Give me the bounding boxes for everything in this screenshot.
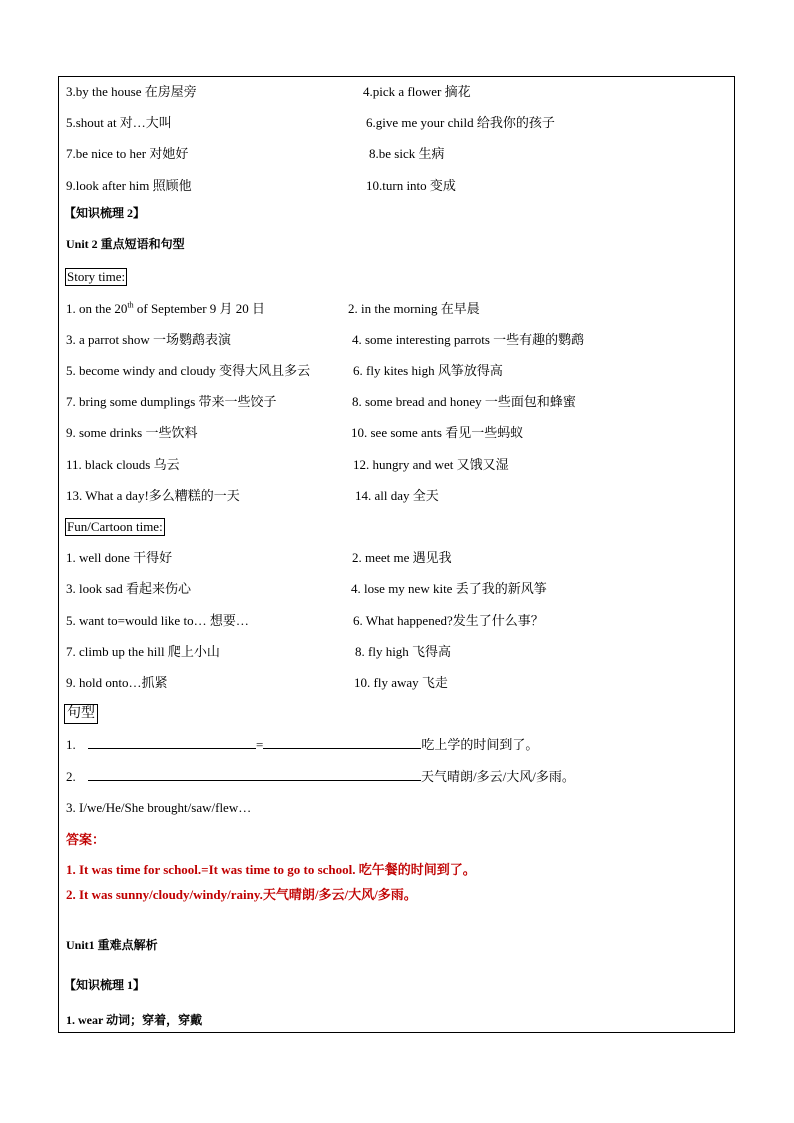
section-heading: 【知识梳理 2】	[64, 206, 146, 220]
sentence-1: 1. = 吃上学的时间到了。	[66, 737, 539, 752]
wear-line: 1. wear 动词；穿着，穿戴	[66, 1013, 203, 1027]
answer-item: 1. It was time for school.=It was time to go to school. 吃午餐的时间到了。	[66, 862, 476, 877]
fun-item: 9. hold onto…抓紧	[66, 675, 168, 690]
fun-item: 2. meet me 遇见我	[352, 550, 452, 565]
phrase-item: 5.shout at 对…大叫	[66, 115, 172, 130]
story-item: 9. some drinks 一些饮料	[66, 425, 198, 440]
unit-title: Unit 2 重点短语和句型	[66, 237, 185, 251]
phrase-item: 3.by the house 在房屋旁	[66, 84, 197, 99]
story-item: 5. become windy and cloudy 变得大风且多云	[66, 363, 311, 378]
answer-item: 2. It was sunny/cloudy/windy/rainy.天气晴朗/多云/大风/多雨。	[66, 887, 417, 902]
phrase-item: 7.be nice to her 对她好	[66, 146, 189, 161]
phrase-item: 10.turn into 变成	[366, 178, 456, 193]
story-item: 2. in the morning 在早晨	[348, 301, 480, 316]
story-item: 4. some interesting parrots 一些有趣的鹦鹉	[352, 332, 585, 347]
analysis-title: Unit1 重难点解析	[66, 938, 158, 952]
story-time-label: Story time:	[67, 269, 126, 284]
phrase-item: 4.pick a flower 摘花	[363, 84, 471, 99]
phrase-item: 9.look after him 照顾他	[66, 178, 192, 193]
fun-item: 10. fly away 飞走	[354, 675, 448, 690]
story-item: 10. see some ants 看见一些蚂蚁	[351, 425, 524, 440]
fun-time-label: Fun/Cartoon time:	[67, 519, 163, 534]
story-item: 7. bring some dumplings 带来一些饺子	[66, 394, 277, 409]
story-item: 14. all day 全天	[355, 488, 439, 503]
answer-label: 答案：	[66, 832, 106, 847]
section-heading: 【知识梳理 1】	[64, 978, 146, 992]
story-item: 12. hungry and wet 又饿又湿	[353, 457, 509, 472]
fun-item: 5. want to=would like to… 想要…	[66, 613, 249, 628]
sentence-label: 句型	[64, 704, 98, 724]
fun-item: 4. lose my new kite 丢了我的新风筝	[351, 581, 547, 596]
story-item: 6. fly kites high 风筝放得高	[353, 363, 503, 378]
story-item: 3. a parrot show 一场鹦鹉表演	[66, 332, 232, 347]
story-item: 1. on the 20th of September 9 月 20 日	[66, 300, 266, 316]
phrase-item: 6.give me your child 给我你的孩子	[366, 115, 555, 130]
sentence-2: 2. 天气晴朗/多云/大风/多雨。	[66, 769, 575, 784]
fun-item: 8. fly high 飞得高	[355, 644, 452, 659]
fun-item: 3. look sad 看起来伤心	[66, 581, 191, 596]
fun-item: 1. well done 干得好	[66, 550, 173, 565]
story-item: 13. What a day!多么糟糕的一天	[66, 488, 240, 503]
answer-blank[interactable]	[88, 737, 256, 749]
phrase-item: 8.be sick 生病	[369, 146, 445, 161]
story-item: 8. some bread and honey 一些面包和蜂蜜	[352, 394, 576, 409]
fun-item: 6. What happened?发生了什么事？	[353, 613, 544, 628]
fun-item: 7. climb up the hill 爬上小山	[66, 644, 220, 659]
story-item: 11. black clouds 乌云	[66, 457, 180, 472]
answer-blank[interactable]	[263, 737, 421, 749]
sentence-3: 3. I/we/He/She brought/saw/flew…	[66, 800, 252, 815]
answer-blank[interactable]	[88, 769, 421, 781]
